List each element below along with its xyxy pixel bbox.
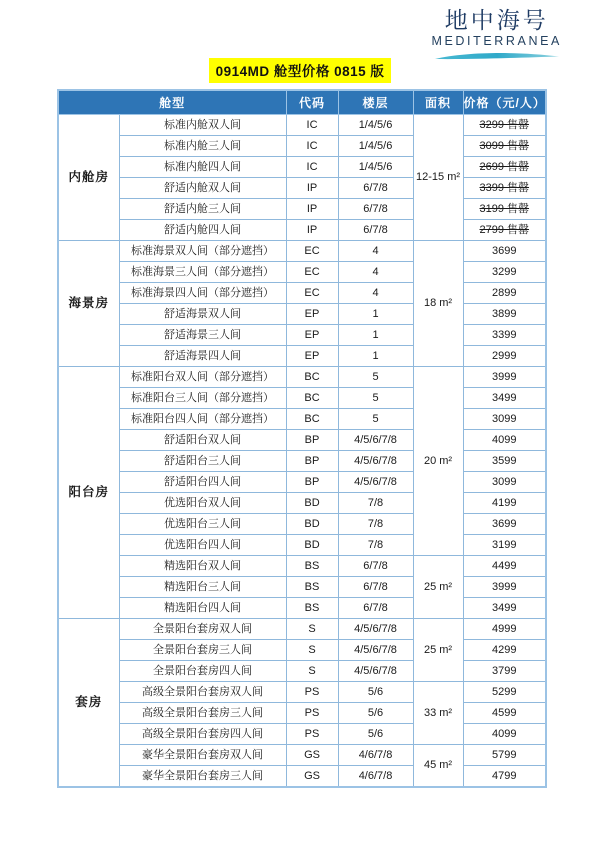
price-cell: 3399	[463, 325, 546, 346]
cabin-name-cell: 豪华全景阳台套房三人间	[119, 766, 286, 788]
cabin-name-cell: 舒适海景三人间	[119, 325, 286, 346]
brand-name-cn: 地中海号	[444, 7, 549, 33]
floor-cell: 7/8	[338, 535, 413, 556]
table-row	[58, 157, 546, 178]
price-cell	[463, 178, 546, 199]
code-cell: BC	[286, 388, 338, 409]
floor-cell: 5	[338, 367, 413, 388]
page-title: 0914MD 舱型价格 0815 版	[209, 58, 392, 83]
cabin-name-cell: 全景阳台套房四人间	[119, 661, 286, 682]
price-cell: 3999	[463, 367, 546, 388]
floor-cell: 1/4/5/6	[338, 136, 413, 157]
cabin-category-cell: 阳台房	[58, 367, 119, 619]
cabin-name-cell: 优选阳台四人间	[119, 535, 286, 556]
cabin-name-cell: 标准内舱三人间	[119, 136, 286, 157]
price-cell: 2999	[463, 346, 546, 367]
cabin-name-cell: 标准阳台四人间（部分遮挡）	[119, 409, 286, 430]
code-cell: BC	[286, 367, 338, 388]
sold-out-price: 3299 售罄	[479, 118, 530, 131]
floor-cell: 6/7/8	[338, 598, 413, 619]
table-header	[58, 90, 546, 115]
table-row	[58, 409, 546, 430]
cabin-name-cell: 标准内舱四人间	[119, 157, 286, 178]
table-row	[58, 115, 546, 136]
cabin-name-cell: 精选阳台三人间	[119, 577, 286, 598]
price-cell: 5299	[463, 682, 546, 703]
cabin-name-cell: 标准海景双人间（部分遮挡）	[119, 241, 286, 262]
cabin-name-cell: 全景阳台套房三人间	[119, 640, 286, 661]
price-cell: 3199	[463, 535, 546, 556]
price-cell	[463, 157, 546, 178]
code-cell: IC	[286, 136, 338, 157]
floor-cell: 6/7/8	[338, 556, 413, 577]
code-cell: GS	[286, 745, 338, 766]
price-cell: 5799	[463, 745, 546, 766]
table-row	[58, 304, 546, 325]
floor-cell: 6/7/8	[338, 178, 413, 199]
code-cell: BD	[286, 493, 338, 514]
price-cell: 4999	[463, 619, 546, 640]
code-cell: BD	[286, 535, 338, 556]
header-cabin-type: 舱型	[58, 90, 286, 115]
cabin-name-cell: 舒适阳台双人间	[119, 430, 286, 451]
sold-out-price: 3399 售罄	[479, 181, 530, 194]
price-cell: 4299	[463, 640, 546, 661]
price-cell	[463, 199, 546, 220]
code-cell: IP	[286, 178, 338, 199]
floor-cell: 5/6	[338, 724, 413, 745]
floor-cell: 1	[338, 346, 413, 367]
cabin-price-table	[57, 89, 547, 788]
cabin-name-cell: 精选阳台四人间	[119, 598, 286, 619]
cabin-category-cell: 套房	[58, 619, 119, 788]
cabin-name-cell: 标准海景三人间（部分遮挡）	[119, 262, 286, 283]
table-row	[58, 703, 546, 724]
table-row	[58, 766, 546, 788]
area-cell: 20 m²	[413, 367, 463, 556]
code-cell: S	[286, 661, 338, 682]
floor-cell: 4/5/6/7/8	[338, 430, 413, 451]
floor-cell: 4/6/7/8	[338, 766, 413, 788]
code-cell: PS	[286, 724, 338, 745]
code-cell: BS	[286, 598, 338, 619]
header-price: 价格（元/人）	[463, 90, 546, 115]
table-row	[58, 661, 546, 682]
cabin-name-cell: 舒适内舱三人间	[119, 199, 286, 220]
sold-out-price: 3199 售罄	[479, 202, 530, 215]
floor-cell: 4	[338, 241, 413, 262]
cabin-name-cell: 精选阳台双人间	[119, 556, 286, 577]
table-row	[58, 640, 546, 661]
cabin-name-cell: 全景阳台套房双人间	[119, 619, 286, 640]
floor-cell: 6/7/8	[338, 220, 413, 241]
cabin-name-cell: 舒适阳台四人间	[119, 472, 286, 493]
price-cell: 3599	[463, 451, 546, 472]
code-cell: BP	[286, 472, 338, 493]
cabin-name-cell: 高级全景阳台套房双人间	[119, 682, 286, 703]
floor-cell: 7/8	[338, 514, 413, 535]
price-cell: 3499	[463, 598, 546, 619]
table-row	[58, 682, 546, 703]
floor-cell: 5	[338, 388, 413, 409]
area-cell: 45 m²	[413, 745, 463, 788]
code-cell: IC	[286, 115, 338, 136]
table-row	[58, 514, 546, 535]
code-cell: IP	[286, 220, 338, 241]
code-cell: BS	[286, 577, 338, 598]
floor-cell: 4/5/6/7/8	[338, 472, 413, 493]
code-cell: BP	[286, 451, 338, 472]
floor-cell: 5	[338, 409, 413, 430]
table-row	[58, 577, 546, 598]
floor-cell: 1	[338, 325, 413, 346]
code-cell: BP	[286, 430, 338, 451]
table-row	[58, 241, 546, 262]
price-cell: 3099	[463, 472, 546, 493]
floor-cell: 4/6/7/8	[338, 745, 413, 766]
header-area: 面积	[413, 90, 463, 115]
floor-cell: 5/6	[338, 682, 413, 703]
price-cell: 3699	[463, 241, 546, 262]
table-row	[58, 388, 546, 409]
code-cell: EC	[286, 262, 338, 283]
price-cell: 3299	[463, 262, 546, 283]
cabin-name-cell: 标准海景四人间（部分遮挡）	[119, 283, 286, 304]
floor-cell: 7/8	[338, 493, 413, 514]
header-code: 代码	[286, 90, 338, 115]
price-cell	[463, 115, 546, 136]
price-cell: 3099	[463, 409, 546, 430]
price-cell	[463, 220, 546, 241]
price-cell: 3799	[463, 661, 546, 682]
sold-out-price: 3099 售罄	[479, 139, 530, 152]
table-row	[58, 535, 546, 556]
table-row	[58, 199, 546, 220]
code-cell: EP	[286, 304, 338, 325]
area-cell: 25 m²	[413, 556, 463, 619]
price-cell: 4199	[463, 493, 546, 514]
table-row	[58, 136, 546, 157]
code-cell: EP	[286, 346, 338, 367]
price-table-body	[58, 115, 546, 788]
floor-cell: 4/5/6/7/8	[338, 661, 413, 682]
sold-out-price: 2699 售罄	[479, 160, 530, 173]
table-row	[58, 262, 546, 283]
cabin-name-cell: 标准阳台双人间（部分遮挡）	[119, 367, 286, 388]
cabin-category-cell: 内舱房	[58, 115, 119, 241]
code-cell: BS	[286, 556, 338, 577]
table-row	[58, 325, 546, 346]
floor-cell: 4	[338, 283, 413, 304]
floor-cell: 4/5/6/7/8	[338, 640, 413, 661]
code-cell: IP	[286, 199, 338, 220]
code-cell: S	[286, 619, 338, 640]
header-floor: 楼层	[338, 90, 413, 115]
brand-name-en: MEDITERRANEA	[431, 34, 562, 49]
area-cell: 33 m²	[413, 682, 463, 745]
code-cell: PS	[286, 682, 338, 703]
price-cell: 4799	[463, 766, 546, 788]
price-cell: 4099	[463, 430, 546, 451]
price-cell: 3699	[463, 514, 546, 535]
area-cell: 25 m²	[413, 619, 463, 682]
cabin-name-cell: 标准阳台三人间（部分遮挡）	[119, 388, 286, 409]
cabin-name-cell: 舒适内舱四人间	[119, 220, 286, 241]
floor-cell: 6/7/8	[338, 577, 413, 598]
floor-cell: 1/4/5/6	[338, 157, 413, 178]
code-cell: EC	[286, 241, 338, 262]
table-row	[58, 493, 546, 514]
header-row	[58, 90, 546, 115]
floor-cell: 1	[338, 304, 413, 325]
cabin-name-cell: 高级全景阳台套房三人间	[119, 703, 286, 724]
area-cell: 18 m²	[413, 241, 463, 367]
cabin-name-cell: 舒适海景四人间	[119, 346, 286, 367]
price-cell: 2899	[463, 283, 546, 304]
sold-out-price: 2799 售罄	[479, 223, 530, 236]
table-row	[58, 745, 546, 766]
price-cell: 3499	[463, 388, 546, 409]
cabin-name-cell: 高级全景阳台套房四人间	[119, 724, 286, 745]
table-row	[58, 556, 546, 577]
table-row	[58, 367, 546, 388]
cabin-name-cell: 舒适海景双人间	[119, 304, 286, 325]
cabin-name-cell: 舒适内舱双人间	[119, 178, 286, 199]
code-cell: BD	[286, 514, 338, 535]
table-row	[58, 220, 546, 241]
area-cell: 12-15 m²	[413, 115, 463, 241]
table-row	[58, 430, 546, 451]
table-row	[58, 178, 546, 199]
price-cell: 4099	[463, 724, 546, 745]
code-cell: GS	[286, 766, 338, 788]
table-row	[58, 451, 546, 472]
floor-cell: 4	[338, 262, 413, 283]
title-row	[0, 58, 600, 83]
table-row	[58, 346, 546, 367]
code-cell: PS	[286, 703, 338, 724]
code-cell: BC	[286, 409, 338, 430]
cabin-name-cell: 优选阳台三人间	[119, 514, 286, 535]
floor-cell: 5/6	[338, 703, 413, 724]
cabin-category-cell: 海景房	[58, 241, 119, 367]
price-cell	[463, 136, 546, 157]
table-row	[58, 619, 546, 640]
floor-cell: 6/7/8	[338, 199, 413, 220]
code-cell: EP	[286, 325, 338, 346]
table-row	[58, 472, 546, 493]
brand-logo	[431, 8, 562, 62]
code-cell: IC	[286, 157, 338, 178]
code-cell: S	[286, 640, 338, 661]
price-cell: 3999	[463, 577, 546, 598]
floor-cell: 4/5/6/7/8	[338, 451, 413, 472]
floor-cell: 1/4/5/6	[338, 115, 413, 136]
table-row	[58, 724, 546, 745]
price-cell: 4499	[463, 556, 546, 577]
price-cell: 4599	[463, 703, 546, 724]
code-cell: EC	[286, 283, 338, 304]
table-row	[58, 283, 546, 304]
cabin-name-cell: 豪华全景阳台套房双人间	[119, 745, 286, 766]
floor-cell: 4/5/6/7/8	[338, 619, 413, 640]
price-cell: 3899	[463, 304, 546, 325]
cabin-name-cell: 优选阳台双人间	[119, 493, 286, 514]
cabin-name-cell: 标准内舱双人间	[119, 115, 286, 136]
cabin-name-cell: 舒适阳台三人间	[119, 451, 286, 472]
table-row	[58, 598, 546, 619]
